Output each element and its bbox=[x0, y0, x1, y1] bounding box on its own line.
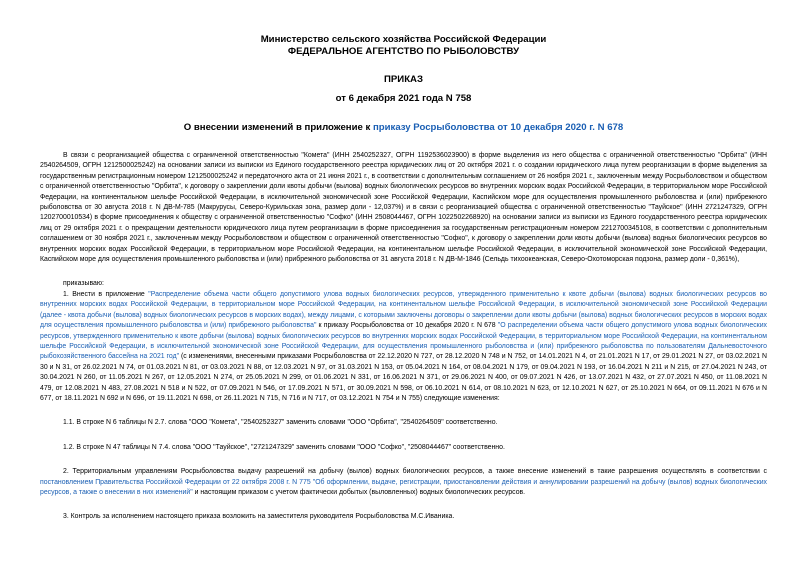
item-2 bbox=[40, 467, 767, 498]
document-date-number: от 6 декабря 2021 года N 758 bbox=[335, 93, 472, 104]
item-1-1: 1.1. В строке N 6 таблицы N 2.7. слова "ООО "Комета", "2540252327" заменить словами "ООО "Орбита", "2540264509" соответственно. bbox=[63, 419, 498, 427]
item-2-text-a: 2. Территориальным управлениям Росрыболовства выдачу разрешений на добычу (вылов) водных биологических ресурсов, а также внесение изменений в такие разрешения осуществлять в соответствии с bbox=[63, 468, 767, 476]
preamble-paragraph: В связи с реорганизацией общества с ограниченной ответственностью "Комета" (ИНН 2540252327, ОГРН 1192536023900) в форме выделения из него общества с ограниченной ответственностью "Орбита" (ИНН 2540264509, ОГРН 1212500025242) на основании записи из выписки из Единого государственного реестра юридических лиц от 20 октября 2021 г. о создании юридического лица путем реорганизации в форме выделения за государственным регистрационным номером 1212500025242 и передаточного акта от 21 июня 2021 г., в соответствии с дополнительным соглашением от 26 ноября 2021 г., заключенным между Росрыболовством и обществом с ограниченной ответственностью "Орбита", к договору о закреплении доли квоты добычи (вылова) водных биологических ресурсов во внутренних морских водах Российской Федерации, в территориальном море Российской Федерации, на континентальном шельфе Российской Федерации, в исключительной экономической зоне Российской Федерации, Каспийском море для осуществления промышленного рыболовства и (или) прибрежного рыболовства от 30 августа 2018 г. N ДВ-М-785 (Макрурусы, Северо-Курильская зона, размер доли - 12,037%) и в связи с реорганизацией общества с ограниченной ответственностью "Тауйское" (ИНН 2721247329, ОГРН 1202700010534) в форме присоединения к обществу с ограниченной ответственностью "Софко" (ИНН 2508044467, ОГРН 1022502268920) на основании записи из выписки из Единого государственного реестра юридических лиц от 29 октября 2021 г. о прекращении деятельности юридического лица путем реорганизации в форме присоединения за государственным регистрационным номером 2212700345108, в соответствии с дополнительным соглашением от 30 ноября 2021 г., заключенным между Росрыболовством и обществом с ограниченной ответственностью "Софко", к договору о закреплении доли квоты добычи (вылова) водных биологических ресурсов во внутренних морских водах Российской Федерации, в территориальном море Российской Федерации, на континентальном шельфе Российской Федерации, в исключительной экономической зоне Российской Федерации, Каспийском море для осуществления промышленного рыболовства и (или) прибрежного рыболовства от 31 августа 2018 г. N ДВ-М-1846 (Сельдь тихоокеанская, Северо-Охотоморская подзона, размер доли - 0,361%), bbox=[40, 152, 767, 264]
resolution-775-link[interactable]: постановлением Правительства Российской Федерации от 22 октября 2008 г. N 775 "Об оформлении, выдаче, регистрации, приостановлении действия и аннулировании разрешений на добычу (вылов) водных биологических ресурсов, а также о внесении в них изменений" bbox=[40, 478, 767, 496]
appendix-link[interactable]: "Распределение объема части общего допустимого улова водных биологических ресурсов, утвержденного применительно к квоте добычи (вылова) водных биологических ресурсов во внутренних морских водах Российской Федерации, в территориальном море Российской Федерации, на континентальном шельфе Российской Федерации, в исключительной экономической зоне Российской Федерации (далее - квота добычи (вылова) водных биологических ресурсов в морских водах), между лицами, с которыми заключены договоры о закреплении доли квоты добычи (вылова) водных биологических ресурсов в морских водах для осуществления промышленного рыболовства и (или) прибрежного рыболовства" bbox=[40, 290, 767, 330]
order-word: приказываю: bbox=[63, 280, 104, 288]
item-1-text-c: (с изменениями, внесенными приказами Росрыболовства от 22.12.2020 N 727, от 28.12.2020 N 748 и N 752, от 14.01.2021 N 4, от 21.01.2021 N 17, от 29.01.2021 N 27, от 03.02.2021 N 30 и N 31, от 26.02.2021 N 74, от 01.03.2021 N 81, от 03.03.2021 N 88, от 12.03.2021 N 97, от 31.03.2021 N 153, от 05.04.2021 N 164, от 08.04.2021 N 179, от 09.04.2021 N 193, от 16.04.2021 N 211 и N 215, от 27.04.2021 N 243, от 30.04.2021 N 260, от 11.05.2021 N 267, от 12.05.2021 N 274, от 25.05.2021 N 299, от 01.06.2021 N 331, от 16.06.2021 N 371, от 29.06.2021 N 400, от 09.07.2021 N 426, от 13.07.2021 N 432, от 27.07.2021 N 450, от 11.08.2021 N 479, от 12.08.2021 N 483, 27.08.2021 N 518 и N 522, от 07.09.2021 N 546, от 17.09.2021 N 571, от 30.09.2021 N 598, от 06.10.2021 N 614, от 08.10.2021 N 623, от 12.10.2021 N 627, от 25.10.2021 N 664, от 09.11.2021 N 676 и N 677, от 18.11.2021 N 692 и N 696, от 19.11.2021 N 698, от 26.11.2021 N 715, N 716 и N 717, от 03.12.2021 N 754 и N 755) следующие изменения: bbox=[40, 353, 767, 402]
item-2-text-b: и настоящим приказом с учетом фактически добытых (выловленных) водных биологических ресурсов. bbox=[192, 488, 526, 496]
title-prefix: О внесении изменений в приложение к bbox=[183, 122, 373, 133]
item-3: 3. Контроль за исполнением настоящего приказа возложить на заместителя руководителя Росрыболовства М.С.Иваника. bbox=[63, 513, 455, 521]
agency-name: ФЕДЕРАЛЬНОЕ АГЕНТСТВО ПО РЫБОЛОВСТВУ bbox=[287, 46, 520, 57]
ministry-name: Министерство сельского хозяйства Российской Федерации bbox=[260, 34, 547, 45]
item-1-text-a: 1. Внести в приложение bbox=[63, 290, 149, 298]
order-678-link[interactable]: "О распределении объема части общего допустимого улова водных биологических ресурсов, утвержденного применительно к квоте добычи (вылова) водных биологических ресурсов во внутренних морских водах Российской Федерации, в территориальном море Российской Федерации, на континентальном шельфе Российской Федерации, в исключительной экономической зоне Российской Федерации, для осуществления промышленного рыболовства и (или) прибрежного рыболовства по пользователям Дальневосточного рыбохозяйственного бассейна на 2021 год" bbox=[40, 322, 767, 361]
title-order-link[interactable]: приказу Росрыболовства от 10 декабря 2020 г. N 678 bbox=[372, 122, 624, 133]
document-type: ПРИКАЗ bbox=[384, 74, 423, 85]
item-1-text-b: к приказу Росрыболовства от 10 декабря 2020 г. N 678 bbox=[316, 322, 498, 330]
document-body bbox=[40, 151, 767, 523]
item-1-2: 1.2. В строке N 47 таблицы N 7.4. слова "ООО "Тауйское", "2721247329" заменить словами "ООО "Софко", "2508044467" соответственно. bbox=[63, 443, 505, 451]
document-title bbox=[40, 122, 767, 133]
item-1 bbox=[40, 290, 767, 404]
